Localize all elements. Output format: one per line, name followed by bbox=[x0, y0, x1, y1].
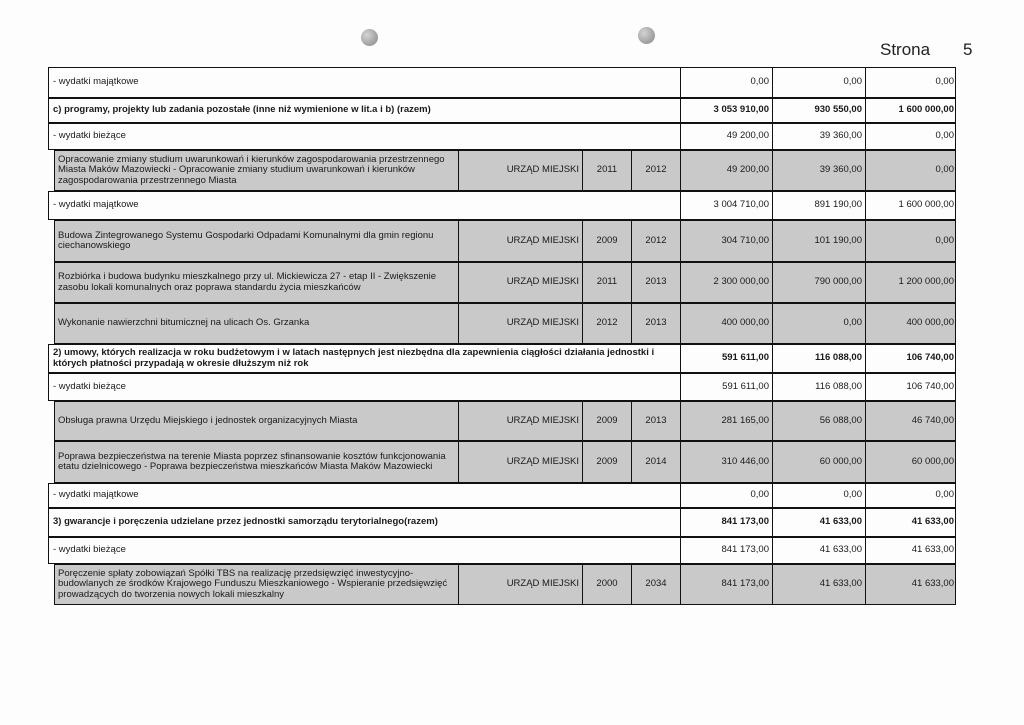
task-row bbox=[54, 262, 956, 303]
start-year: 2009 bbox=[583, 221, 632, 261]
task-description: Poręczenie spłaty zobowiązań Spółki TBS na realizację przedsięwzięć inwestycyjno-budowlanych ze środków Krajowego Funduszu Mieszkaniowego - Wspieranie przedsięwzięć prowadzących do tworzenia nowych lokali mieszkalny bbox=[55, 565, 459, 604]
task-description: Opracowanie zmiany studium uwarunkowań i kierunków zagospodarowania przestrzennego Miasta Maków Mazowiecki - Opracowanie zmiany studium uwarunkowań i kierunków zagospodarowania przestrzennego Miasta bbox=[55, 151, 459, 190]
value-year-1: 41 633,00 bbox=[773, 565, 866, 604]
unit-cell: URZĄD MIEJSKI bbox=[459, 304, 583, 343]
summary-row bbox=[48, 98, 956, 123]
value-year-2: 400 000,00 bbox=[906, 317, 954, 329]
row-description: - wydatki bieżące bbox=[49, 538, 681, 563]
row-description: 3) gwarancje i poręczenia udzielane przez jednostki samorządu terytorialnego(razem) bbox=[49, 509, 681, 536]
value-total: 841 173,00 bbox=[681, 509, 773, 536]
row-description: - wydatki majątkowe bbox=[49, 68, 681, 97]
value-year-2: 106 740,00 bbox=[906, 380, 954, 392]
value-total: 281 165,00 bbox=[681, 402, 773, 440]
task-row bbox=[54, 441, 956, 483]
value-total: 0,00 bbox=[681, 68, 773, 97]
value-total: 3 004 710,00 bbox=[681, 192, 773, 219]
value-total: 2 300 000,00 bbox=[681, 263, 773, 302]
value-year-1: 0,00 bbox=[773, 68, 866, 97]
end-year: 2013 bbox=[632, 263, 681, 302]
end-year: 2013 bbox=[632, 304, 681, 343]
value-total: 591 611,00 bbox=[681, 374, 773, 400]
task-description: Obsługa prawna Urzędu Miejskiego i jednostek organizacyjnych Miasta bbox=[55, 402, 459, 440]
value-year-1: 39 360,00 bbox=[773, 151, 866, 190]
value-total: 49 200,00 bbox=[681, 151, 773, 190]
value-year-1: 891 190,00 bbox=[773, 192, 866, 219]
end-year: 2012 bbox=[632, 221, 681, 261]
value-total: 49 200,00 bbox=[681, 124, 773, 149]
value-year-2: 1 600 000,00 bbox=[898, 199, 954, 211]
value-year-2: 41 633,00 bbox=[911, 578, 954, 590]
summary-row bbox=[48, 67, 956, 98]
value-year-1: 0,00 bbox=[773, 484, 866, 507]
unit-cell: URZĄD MIEJSKI bbox=[459, 263, 583, 302]
value-total: 400 000,00 bbox=[681, 304, 773, 343]
task-description: Rozbiórka i budowa budynku mieszkalnego przy ul. Mickiewicza 27 - etap II - Zwiększenie zasobu lokali komunalnych oraz poprawa standardu życia mieszkańców bbox=[55, 263, 459, 302]
task-description: Budowa Zintegrowanego Systemu Gospodarki Odpadami Komunalnymi dla gmin regionu ciechanowskiego bbox=[55, 221, 459, 261]
task-row bbox=[54, 401, 956, 441]
value-year-1: 930 550,00 bbox=[773, 99, 866, 122]
end-year: 2034 bbox=[632, 565, 681, 604]
summary-row bbox=[48, 483, 956, 508]
start-year: 2011 bbox=[583, 263, 632, 302]
value-year-1: 116 088,00 bbox=[773, 374, 866, 400]
value-total: 310 446,00 bbox=[681, 442, 773, 482]
value-year-1: 0,00 bbox=[773, 304, 866, 343]
value-total: 304 710,00 bbox=[681, 221, 773, 261]
summary-row bbox=[48, 191, 956, 220]
task-description: Poprawa bezpieczeństwa na terenie Miasta poprzez sfinansowanie kosztów funkcjonowania etatu dzielnicowego - Poprawa bezpieczeństwa mieszkańców Miasta Maków Mazowiecki bbox=[55, 442, 459, 482]
unit-cell: URZĄD MIEJSKI bbox=[459, 442, 583, 482]
value-year-1: 790 000,00 bbox=[773, 263, 866, 302]
value-total: 841 173,00 bbox=[681, 565, 773, 604]
task-row bbox=[54, 303, 956, 344]
row-description: 2) umowy, których realizacja w roku budżetowym i w latach następnych jest niezbędna dla zapewnienia ciągłości działania jednostki i których płatności przypadają w okresie dłuższym niż rok bbox=[49, 345, 681, 372]
value-year-2: 1 200 000,00 bbox=[898, 276, 954, 288]
value-year-2: 0,00 bbox=[935, 234, 954, 246]
value-year-2: 0,00 bbox=[935, 164, 954, 176]
task-description: Wykonanie nawierzchni bitumicznej na ulicach Os. Grzanka bbox=[55, 304, 459, 343]
summary-row bbox=[48, 508, 956, 537]
unit-cell: URZĄD MIEJSKI bbox=[459, 565, 583, 604]
value-year-2: 0,00 bbox=[935, 76, 954, 88]
row-description: - wydatki bieżące bbox=[49, 124, 681, 149]
start-year: 2009 bbox=[583, 442, 632, 482]
row-description: - wydatki bieżące bbox=[49, 374, 681, 400]
end-year: 2013 bbox=[632, 402, 681, 440]
row-description: - wydatki majątkowe bbox=[49, 192, 681, 219]
value-year-1: 56 088,00 bbox=[773, 402, 866, 440]
summary-row bbox=[48, 537, 956, 564]
end-year: 2014 bbox=[632, 442, 681, 482]
unit-cell: URZĄD MIEJSKI bbox=[459, 151, 583, 190]
value-total: 3 053 910,00 bbox=[681, 99, 773, 122]
start-year: 2009 bbox=[583, 402, 632, 440]
value-year-2: 1 600 000,00 bbox=[898, 104, 954, 116]
task-row bbox=[54, 220, 956, 262]
start-year: 2011 bbox=[583, 151, 632, 190]
value-year-1: 116 088,00 bbox=[773, 345, 866, 372]
punch-hole-right bbox=[638, 27, 655, 44]
value-year-1: 39 360,00 bbox=[773, 124, 866, 149]
task-row bbox=[54, 564, 956, 605]
summary-row bbox=[48, 344, 956, 373]
punch-hole-left bbox=[361, 29, 378, 46]
value-year-1: 60 000,00 bbox=[773, 442, 866, 482]
value-year-2: 0,00 bbox=[935, 130, 954, 142]
row-description: - wydatki majątkowe bbox=[49, 484, 681, 507]
value-year-1: 101 190,00 bbox=[773, 221, 866, 261]
page-number: 5 bbox=[963, 40, 973, 59]
task-row bbox=[54, 150, 956, 191]
value-total: 0,00 bbox=[681, 484, 773, 507]
unit-cell: URZĄD MIEJSKI bbox=[459, 402, 583, 440]
value-total: 841 173,00 bbox=[681, 538, 773, 563]
value-year-1: 41 633,00 bbox=[773, 509, 866, 536]
value-year-2: 41 633,00 bbox=[911, 516, 954, 528]
value-year-1: 41 633,00 bbox=[773, 538, 866, 563]
end-year: 2012 bbox=[632, 151, 681, 190]
value-total: 591 611,00 bbox=[681, 345, 773, 372]
value-year-2: 60 000,00 bbox=[911, 455, 954, 467]
value-year-2: 46 740,00 bbox=[911, 414, 954, 426]
start-year: 2000 bbox=[583, 565, 632, 604]
summary-row bbox=[48, 373, 956, 401]
value-year-2: 41 633,00 bbox=[911, 544, 954, 556]
start-year: 2012 bbox=[583, 304, 632, 343]
page-label: Strona bbox=[880, 40, 931, 59]
unit-cell: URZĄD MIEJSKI bbox=[459, 221, 583, 261]
value-year-2: 106 740,00 bbox=[906, 352, 954, 364]
value-year-2: 0,00 bbox=[935, 489, 954, 501]
row-description: c) programy, projekty lub zadania pozostałe (inne niż wymienione w lit.a i b) (razem) bbox=[49, 99, 681, 122]
summary-row bbox=[48, 123, 956, 150]
